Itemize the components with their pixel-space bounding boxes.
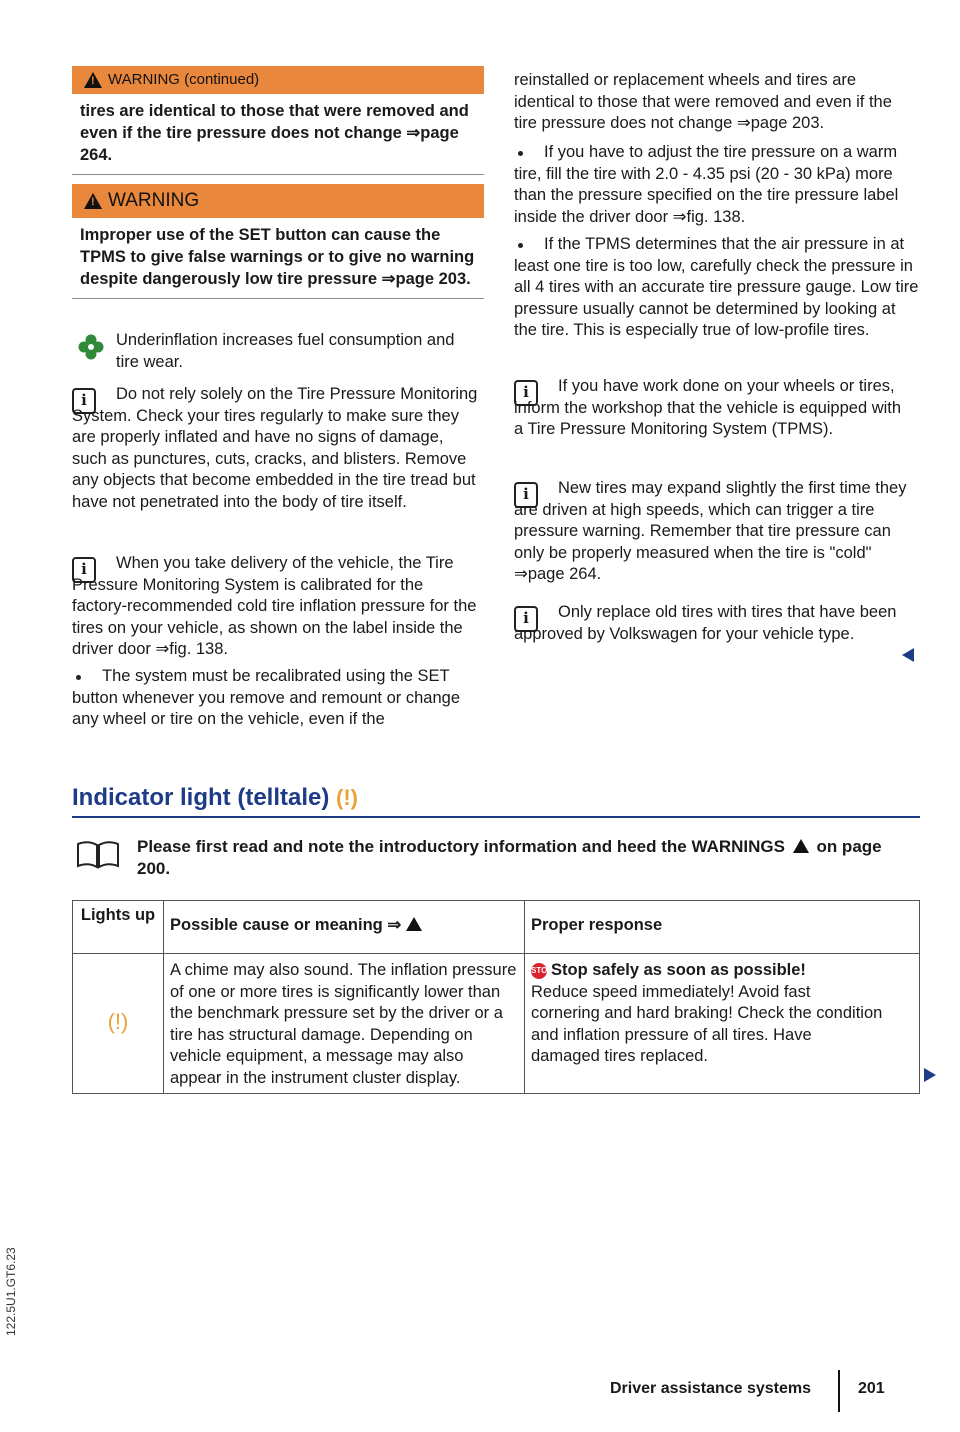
environment-icon (76, 332, 106, 362)
environment-note: Underinflation increases fuel consumption and tire wear. (116, 331, 455, 371)
light-cell (73, 954, 164, 1094)
read-first-note (137, 836, 907, 880)
header-lights-up: Lights up (73, 901, 164, 954)
header-cause (164, 901, 525, 954)
continued-text: reinstalled or replacement wheels and tires are identical to those that were removed and even if the tire pressure does not change ⇒page 203. (514, 71, 892, 132)
document-code: 122.5U1.GT6.23 (4, 1247, 18, 1336)
info-note-5: Only replace old tires with tires that have been approved by Volkswagen for your vehicle type. (514, 603, 897, 643)
stop-text: Stop safely as soon as possible! (551, 961, 806, 979)
end-marker-icon (902, 648, 914, 662)
page-number: 201 (858, 1380, 885, 1397)
warning-triangle-icon (793, 839, 809, 853)
chapter-name: Driver assistance systems (610, 1380, 812, 1397)
footer-divider (838, 1370, 840, 1412)
info-icon: i (514, 380, 538, 406)
read-first-text: Please first read and note the introductory information and heed the WARNINGS (137, 837, 785, 856)
section-title (72, 784, 358, 812)
warning-box (72, 184, 484, 299)
info-icon: i (72, 557, 96, 583)
table-row (73, 954, 920, 1094)
info-note-2: When you take delivery of the vehicle, the Tire Pressure Monitoring System is calibrated for the factory-recommended cold tire inflation pressure for the tires on your vehicle, as shown on the label inside the driver door ⇒fig. 138. (72, 554, 477, 658)
indicator-table (72, 900, 920, 1094)
response-cell (525, 954, 920, 1094)
warning-triangle-icon (406, 917, 422, 931)
section-rule (72, 816, 920, 818)
warning-continued-text: tires are identical to those that were removed and even if the tire pressure does not change ⇒page 264. (80, 102, 469, 164)
stop-line (531, 960, 913, 982)
bullet-warm-tire: If you have to adjust the tire pressure on a warm tire, fill the tire with 2.0 - 4.35 psi (20 - 30 kPa) more than the pressure specified on the tire pressure label inside the driver door ⇒fig. 138. (514, 143, 899, 226)
warning-continued-header (72, 66, 484, 94)
warning-continued-box (72, 66, 484, 175)
book-icon (76, 840, 120, 875)
response-text: Reduce speed immediately! Avoid fast cornering and hard braking! Check the condition and inflation pressure of all tires. Have damaged tires replaced. (531, 982, 883, 1065)
info-note-3: If you have work done on your wheels or tires, inform the workshop that the vehicle is equipped with a Tire Pressure Monitoring System (TPMS). (514, 377, 902, 438)
section-title-text: Indicator light (telltale) (72, 784, 330, 811)
info-note-4: New tires may expand slightly the first time they are driven at high speeds, which can trigger a tire pressure warning. Remember that tire pressure can only be properly measured when the tire is "cold" ⇒page 264. (514, 479, 907, 583)
header-response: Proper response (525, 901, 920, 954)
bullet-low-pressure: If the TPMS determines that the air pressure in at least one tire is too low, carefully check the pressure in all 4 tires with an accurate tire pressure gauge. Low tire pressure usually cannot be determined by looking at the tire. This is especially true of low-profile tires. (514, 235, 919, 339)
warning-triangle-icon (84, 72, 102, 88)
info-icon: i (514, 482, 538, 508)
header-cause-text: Possible cause or meaning ⇒ (170, 916, 402, 934)
info-icon: i (514, 606, 538, 632)
cause-cell: A chime may also sound. The inflation pressure of one or more tires is significantly lower than the benchmark pressure set by the driver or a tire has structural damage. Depending on vehicle equipment, a message may also appear in the instrument cluster display. (164, 954, 525, 1094)
bullet-recalibrate: The system must be recalibrated using the SET button whenever you remove and remount or change any wheel or tire on the vehicle, even if the (72, 667, 460, 728)
tire-pressure-telltale-icon: (!) (336, 785, 358, 810)
info-note-1: Do not rely solely on the Tire Pressure Monitoring System. Check your tires regularly to make sure they are properly inflated and have no signs of damage, such as punctures, cuts, cracks, and blisters. Remove any objects that become embedded in the tire tread but have not penetrated into the body of tire itself. (72, 385, 478, 511)
stop-icon: STOP (531, 963, 547, 979)
warning-header (72, 184, 484, 218)
warning-triangle-icon (84, 193, 102, 209)
read-first-page: on page 200. (137, 837, 882, 878)
warning-title: WARNING (108, 190, 200, 211)
table-header-row (73, 901, 920, 954)
warning-continued-title: WARNING (continued) (108, 71, 260, 88)
continue-arrow-icon (924, 1068, 936, 1082)
tire-pressure-telltale-icon: (!) (107, 1009, 129, 1035)
info-icon: i (72, 388, 96, 414)
warning-text: Improper use of the SET button can cause the TPMS to give false warnings or to give no warning despite dangerously low tire pressure ⇒page 203. (80, 226, 475, 288)
